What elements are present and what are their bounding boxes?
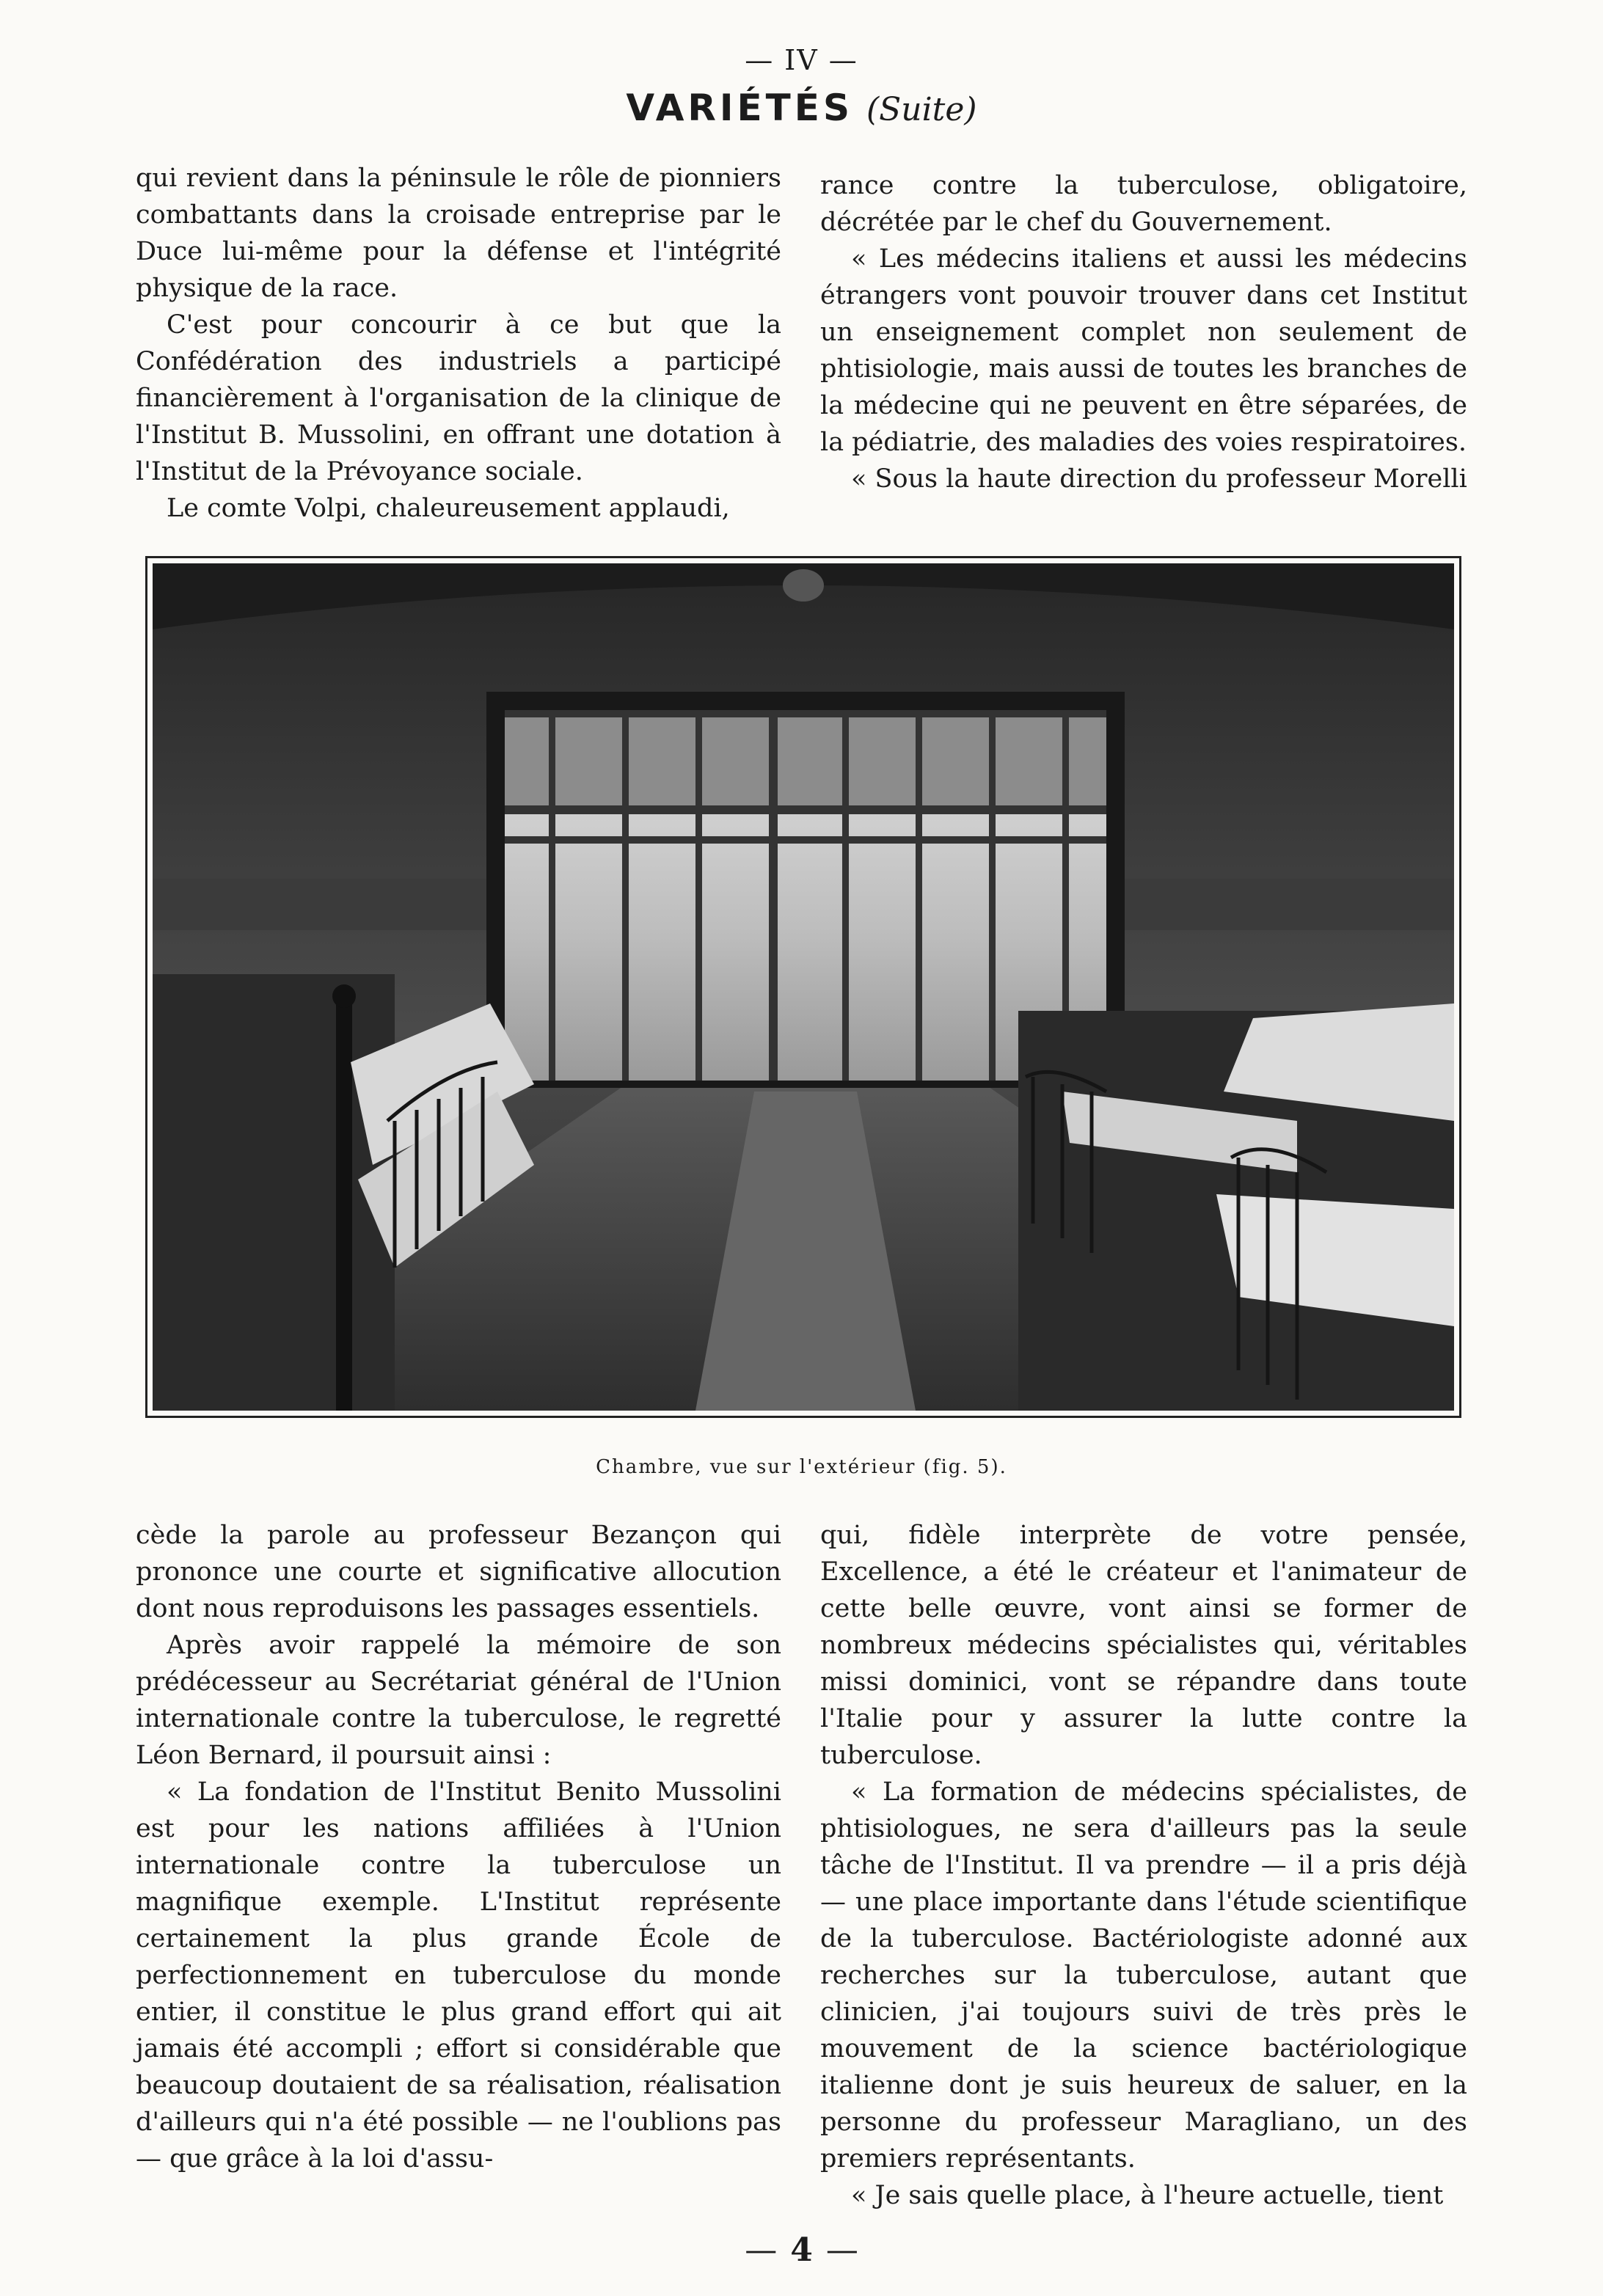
- paragraph: C'est pour concourir à ce but que la Confédération des industriels a participé financièrement à l'organisation de la clinique de l'Institut B. Mussolini, en offrant une dotation à l'Institut de la Prévoyance sociale.: [136, 310, 781, 486]
- column-bottom-left: [136, 1517, 781, 2177]
- paragraph: Après avoir rappelé la mémoire de son prédécesseur au Secrétariat général de l'Union internationale contre la tuberculose, le regretté Léon Bernard, il poursuit ainsi :: [136, 1631, 781, 1770]
- paragraph: qui revient dans la péninsule le rôle de pionniers combattants dans la croisade entreprise par le Duce lui-même pour la défense et l'intégrité physique de la race.: [136, 164, 781, 303]
- column-bottom-right: [820, 1517, 1467, 2214]
- figure-photo: [145, 556, 1461, 1418]
- footer-dash-left: —: [745, 2231, 778, 2269]
- paragraph: « Sous la haute direction du professeur Morelli: [851, 464, 1467, 494]
- footer-page-number: 4: [790, 2231, 813, 2269]
- section-title: [0, 87, 1603, 129]
- paragraph: « Les médecins italiens et aussi les médecins étrangers vont pouvoir trouver dans cet Institut un enseignement complet non seulement de phtisiologie, mais aussi de toutes les branches de la médecine qui ne peuvent en être séparées, de la pédiatrie, des maladies des voies respiratoires.: [820, 244, 1467, 457]
- paragraph: « La formation de médecins spécialistes, de phtisiologues, ne sera d'ailleurs pas la seule tâche de l'Institut. Il va prendre — il a pris déjà — une place importante dans l'étude scientifique de la tuberculose. Bactériologiste adonné aux recherches sur la tuberculose, autant que clinicien, j'ai toujours suivi de très près le mouvement de la science bactériologique italienne dont je suis heureux de saluer, en la personne du professeur Maragliano, un des premiers représentants.: [820, 1777, 1467, 2173]
- paragraph: « La fondation de l'Institut Benito Mussolini est pour les nations affiliées à l'Union internationale contre la tuberculose un magnifique exemple. L'Institut représente certainement la plus grande École de perfectionnement en tuberculose du monde entier, il constitue le plus grand effort qui ait jamais été accompli ; effort si considérable que beaucoup doutaient de sa réalisation, réalisation d'ailleurs qui n'a été possible — ne l'oublions pas — que grâce à la loi d'assu-: [136, 1777, 781, 2173]
- paragraph: cède la parole au professeur Bezançon qui prononce une courte et significative allocution dont nous reproduisons les passages essentiels.: [136, 1521, 781, 1623]
- page-footer: [0, 2231, 1603, 2269]
- column-top-left: [136, 160, 781, 527]
- column-top-right: [820, 167, 1467, 497]
- page-number: — IV —: [745, 44, 858, 76]
- paragraph: Le comte Volpi, chaleureusement applaudi,: [167, 494, 730, 523]
- footer-dash-right: —: [825, 2231, 858, 2269]
- section-title-main: VARIÉTÉS: [626, 87, 853, 129]
- paragraph: qui, fidèle interprète de votre pensée, Excellence, a été le créateur et l'animateur de cette belle œuvre, vont ainsi se former de nombreux médecins spécialistes qui, véritables missi dominici, vont se répandre dans toute l'Italie pour y assurer la lutte contre la tuberculose.: [820, 1521, 1467, 1770]
- paragraph: « Je sais quelle place, à l'heure actuelle, tient: [851, 2181, 1444, 2210]
- section-title-suffix: (Suite): [866, 91, 977, 128]
- paragraph: rance contre la tuberculose, obligatoire, décrétée par le chef du Gouvernement.: [820, 171, 1467, 237]
- figure-caption: Chambre, vue sur l'extérieur (fig. 5).: [596, 1456, 1007, 1478]
- ward-room-photo: [153, 563, 1454, 1411]
